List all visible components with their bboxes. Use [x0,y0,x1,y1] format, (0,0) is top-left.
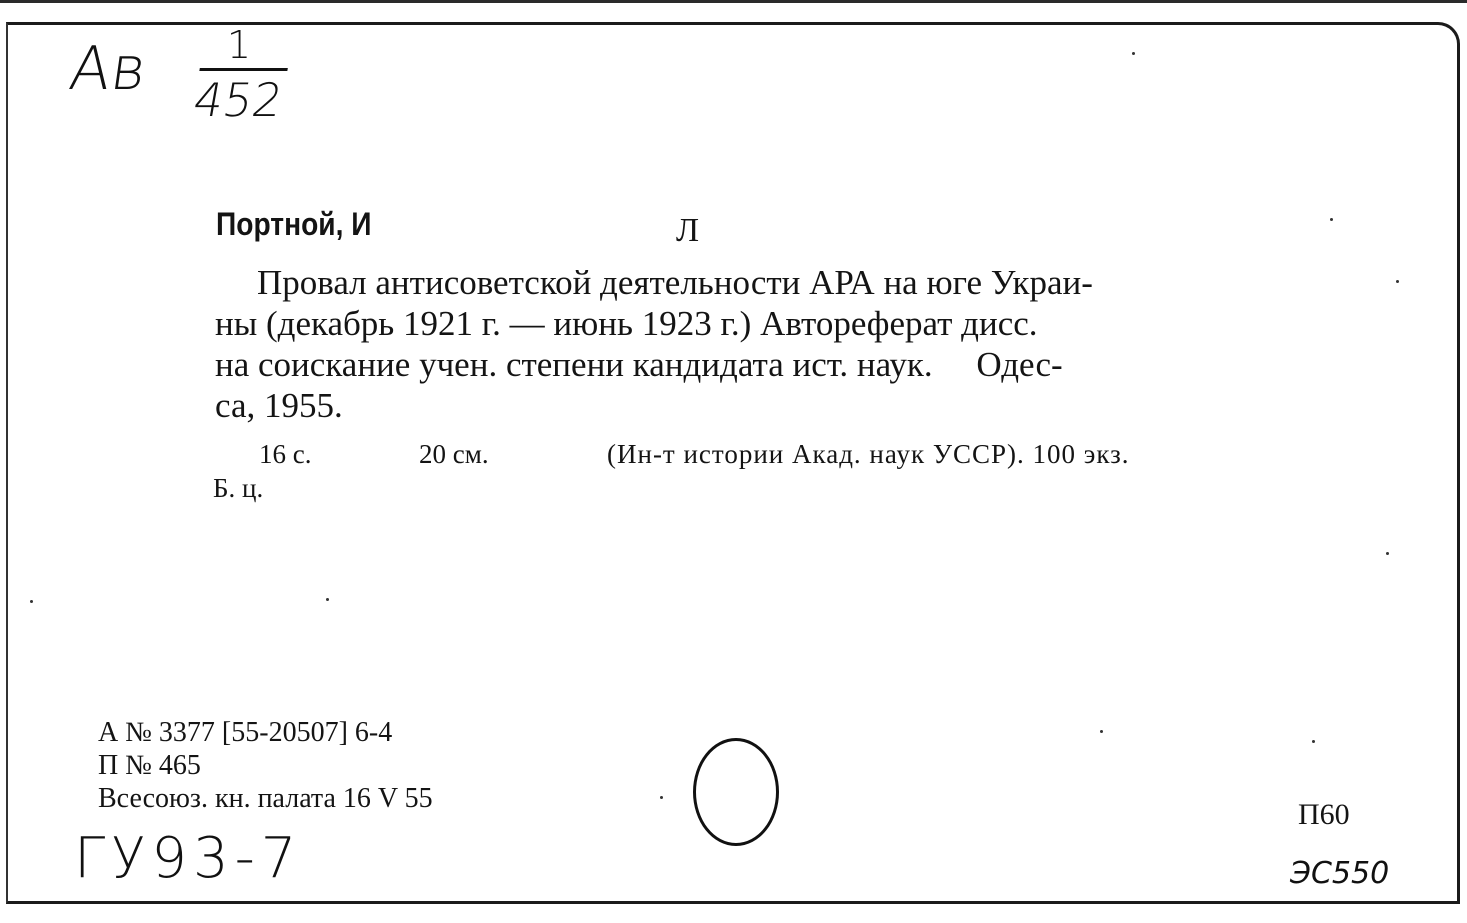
description-line-4: са, 1955. [215,386,343,425]
speck [1132,52,1135,55]
card-footer [98,716,433,815]
shelfmark-numerator: 1 [226,23,251,67]
speck [660,796,663,799]
author-heading: Портной, И [216,206,372,242]
speck [1312,740,1315,743]
speck [326,598,329,601]
speck [1100,730,1103,733]
circle-stamp [693,738,779,846]
inventory-handwritten: ГУ93-7 [74,826,303,891]
speck [30,600,33,603]
footer-line-3: Всесоюз. кн. палата 16 V 55 [98,783,433,814]
description-line-2: ны (декабрь 1921 г. — июнь 1923 г.) Автореферат дисс. [215,304,1038,343]
description-line-3: на соискание учен. степени кандидата ист. наук. Одес- [215,345,1063,384]
speck [1386,552,1389,555]
author-initial: Л [676,212,700,249]
publisher-note: (Ин-т истории Акад. наук УССР). 100 экз. [607,439,1130,469]
speck [1330,218,1333,221]
shelfmark-number [189,23,287,127]
collation-pages: 16 с. [259,439,312,469]
description-line-1: Провал антисоветской деятельности АРА на юге Украи- [257,263,1093,302]
collation-size: 20 см. [419,439,489,469]
card-top-edge [0,0,1467,3]
shelfmark-letters: Ав [65,34,152,104]
title-description [215,262,1367,426]
price-note: Б. ц. [213,473,264,503]
price-code: П60 [1298,798,1350,831]
speck [1396,280,1399,283]
inventory-corner: ЭС550 [1290,856,1390,891]
footer-line-1: А № 3377 [55-20507] 6-4 [98,717,393,748]
footer-line-2: П № 465 [98,750,201,781]
shelfmark-denominator: 452 [190,68,288,123]
